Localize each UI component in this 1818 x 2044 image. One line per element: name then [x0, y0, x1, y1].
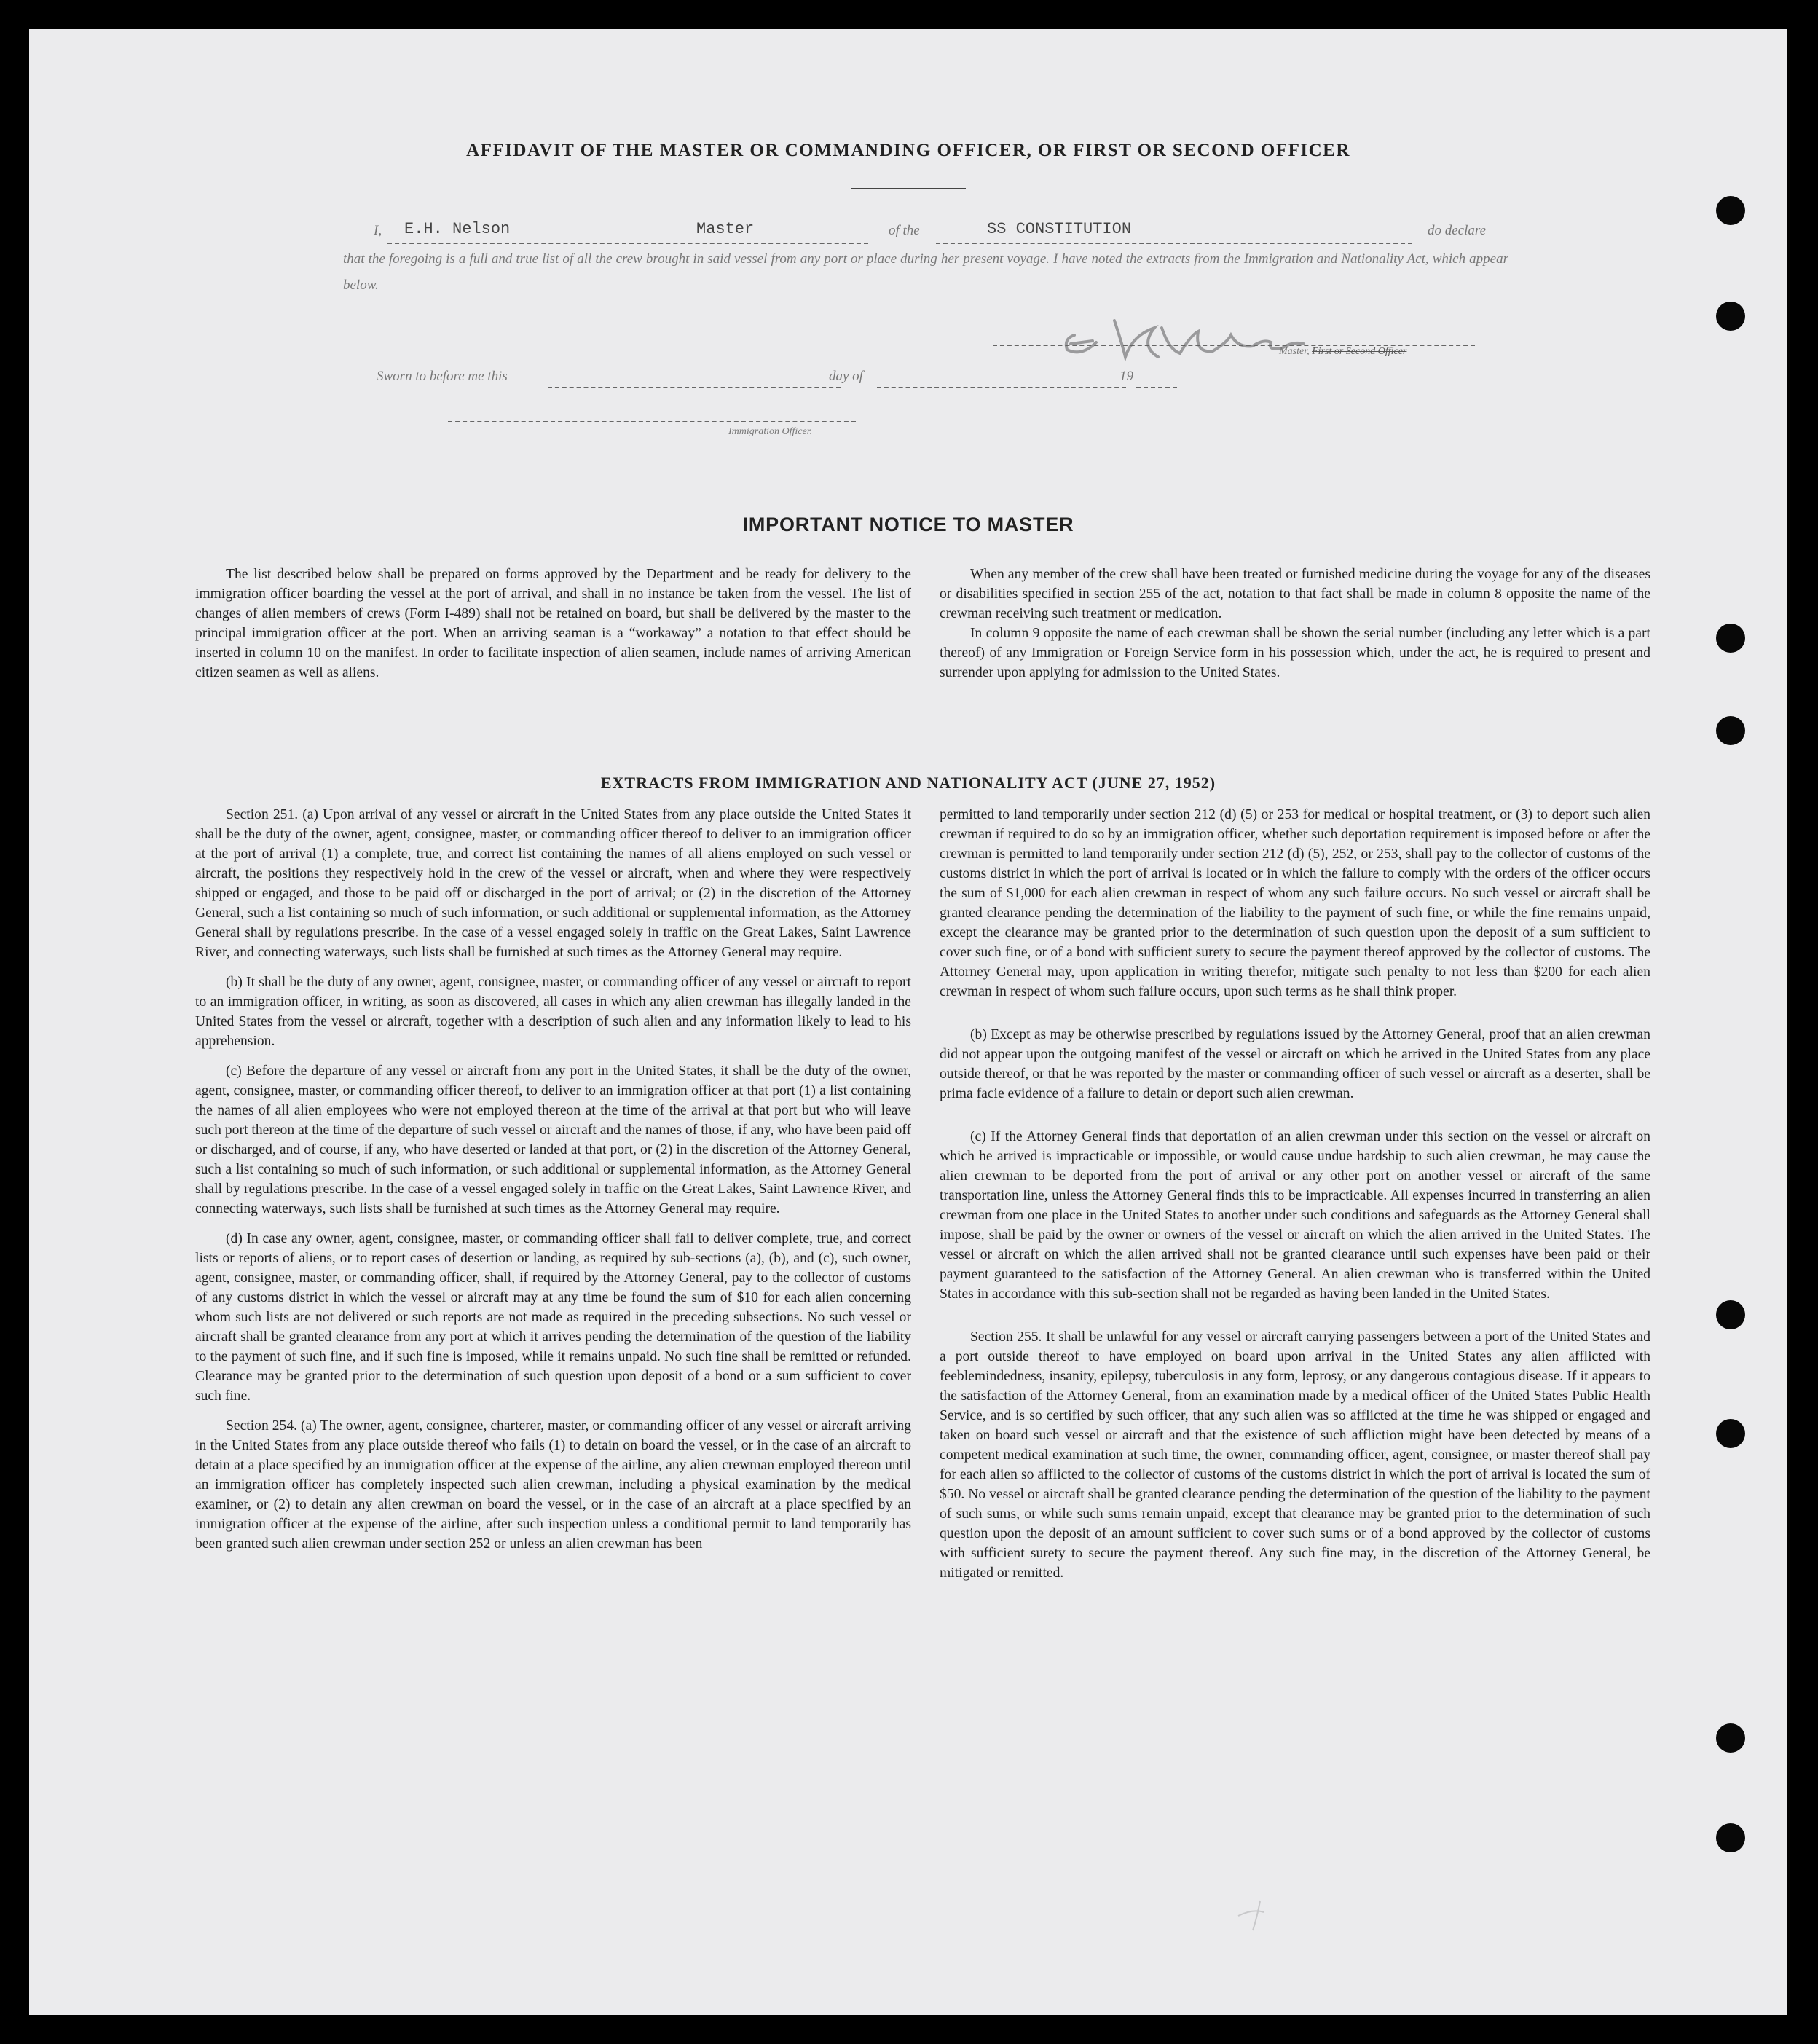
officer-signature-blank: [448, 421, 856, 422]
title-rule: [851, 188, 966, 189]
punch-hole: [1716, 1823, 1745, 1852]
section-254-b: (b) Except as may be otherwise prescribed by regulations issued by the Attorney General, proof that an alien crewman did not appear upon the outgoing manifest of the vessel or aircraft on which he arrived in the United States from any place outside thereof, or that he was reported by the master or commanding officer of such vessel or aircraft as a deserter, shall be prima facie evidence of a failure to detain or deport such alien crewman.: [940, 1027, 1650, 1101]
extracts-heading: EXTRACTS FROM IMMIGRATION AND NATIONALITY ACT (JUNE 27, 1952): [600, 774, 1216, 792]
pencil-mark: [1231, 1894, 1289, 1938]
notice-right-column: [940, 565, 1650, 693]
section-254-a: Section 254. (a) The owner, agent, consignee, charterer, master, or commanding officer of any vessel or aircraft arriving in the United States from any place outside thereof who fails (1) to detain on board the vessel, or in the case of an aircraft to detain at a place specified by an immigration officer at the expense of the airline, any alien crewman employed thereon until an immigration officer has completely inspected such alien crewman, including a physical examination by the medical examiner, or (2) to detain any alien crewman on board the vessel, or in the case of an aircraft at a place specified by an immigration officer at the expense of the airline, after such inspection unless a conditional permit to land temporarily has been granted such alien crewman under section 252 or unless an alien crewman has been: [195, 1418, 911, 1552]
rank: Master: [696, 220, 755, 238]
section-251-b: (b) It shall be the duty of any owner, agent, consignee, master, or commanding officer of any vessel or aircraft to report to an immigration officer, in writing, as soon as discovered, all cases in which any alien crewman has illegally landed in the United States from the vessel or aircraft, together with a description of such alien and any information likely to lead to his apprehension.: [195, 975, 911, 1049]
section-251-d: (d) In case any owner, agent, consignee, master, or commanding officer shall fail to deliver complete, true, and correct lists or reports of aliens, or to report cases of desertion or landing, as required by sub-sections (a), (b), and (c), such owner, agent, consignee, master, or commanding officer, shall, if required by the Attorney General, pay to the collector of customs of any customs district in which the vessel or aircraft may at any time be found the sum of $10 for each alien concerning whom such lists are not delivered or such reports are not made as required in the preceding subsections. No such vessel or aircraft shall be granted clearance from any port at which it arrives pending the determination of the question of the liability to the payment of such fine, and if such fine is imposed, while it remains unpaid. No such fine shall be remitted or refunded. Clearance may be granted prior to the determination of such question upon deposit of a bond or a sum sufficient to cover such fine.: [195, 1231, 911, 1404]
sworn-day-blank: [548, 387, 841, 388]
sworn-year-blank: [1136, 387, 1177, 388]
caption-master: Master,: [1279, 346, 1310, 357]
punch-hole: [1716, 196, 1745, 225]
caption-struck: First or Second Officer: [1312, 346, 1407, 357]
officer-caption: Immigration Officer.: [728, 426, 813, 437]
extracts-right-column: [940, 805, 1650, 1593]
of-the: of the: [889, 223, 920, 238]
extracts-left-column: [195, 805, 911, 1564]
punch-hole: [1716, 1723, 1745, 1753]
declaration-body: that the foregoing is a full and true list of all the crew brought in said vessel from any port or place during her present voyage. I have noted the extracts from the Immigration and Nationality Act, which appear below.: [343, 251, 1508, 293]
form-sheet: [29, 29, 1787, 2015]
notice-heading: IMPORTANT NOTICE TO MASTER: [742, 514, 1074, 535]
master-name: E.H. Nelson: [404, 220, 511, 238]
notice-right-text-2: In column 9 opposite the name of each crewman shall be shown the serial number (including any letter which is a part thereof) of any Immigration or Foreign Service form in his possession which, under the act, he is required to present and surrender upon applying for admission to the United States.: [940, 626, 1650, 680]
vessel-blank: [936, 243, 1412, 244]
notice-left-text: The list described below shall be prepared on forms approved by the Department and be ready for delivery to the immigration officer boarding the vessel at the port of arrival, and shall in no instance be taken from the vessel. The list of changes of alien members of crews (Form I-489) shall not be retained on board, but shall be delivered by the master to the principal immigration officer at the port. When an arriving seaman is a “workaway” a notation to that effect should be inserted in column 10 on the manifest. In order to facilitate inspection of alien seamen, include names of arriving American citizen seamen as well as aliens.: [195, 567, 911, 680]
notice-left-column: [195, 565, 911, 693]
name-blank: [387, 243, 868, 244]
section-254-a-cont: permitted to land temporarily under section 212 (d) (5) or 253 for medical or hospital treatment, or (3) to deport such alien crewman if required to do so by an immigration officer, whether such deportation requirement is imposed before or after the crewman is permitted to land temporarily under section 212 (d) (5), 252, or 253, shall pay to the collector of customs of the customs district in which the port of arrival is located or in which the failure to comply with the orders of the officer occurs the sum of $1,000 for each alien crewman in respect of whom any such failure occurs. No such vessel or aircraft shall be granted clearance pending the determination of the liability to the payment of such fine, or while the fine remains unpaid, except the clearance may be granted prior to the determination of such question upon the deposit of a sum sufficient to cover such fine, or of a bond with sufficient surety to secure the payment thereof approved by the collector of customs. The Attorney General may, upon application in writing therefor, mitigate such penalty to not less than $200 for each alien crewman in respect of whom such failure occurs, upon such terms as he shall think proper.: [940, 807, 1650, 999]
section-251-c: (c) Before the departure of any vessel or aircraft from any port in the United States, it shall be the duty of the owner, agent, consignee, master, or commanding officer thereof, to deliver to an immigration officer at that port (1) a list containing the names of all alien employees who were not employed thereon at the time of the arrival at that port but who will leave such port thereon at the time of the departure of such vessel or aircraft and the names of those, if any, who have been paid off or discharged, and of course, if any, who have deserted or landed at that port, or (2) in the discretion of the Attorney General, such a list containing so much of such information, or such additional or supplemental information, as the Attorney General shall by regulations prescribe. In the case of a vessel engaged solely in traffic on the Great Lakes, Saint Lawrence River, and connecting waterways, such lists shall be furnished at such times as the Attorney General may require.: [195, 1064, 911, 1216]
punch-hole: [1716, 302, 1745, 331]
signature-caption: [1279, 346, 1406, 358]
punch-hole: [1716, 624, 1745, 653]
punch-hole: [1716, 1419, 1745, 1448]
section-255: Section 255. It shall be unlawful for any vessel or aircraft carrying passengers between a port of the United States and a port outside thereof to have employed on board upon arrival in the United States any alien afflicted with feeblemindedness, insanity, epilepsy, tuberculosis in any form, leprosy, or any dangerous contagious disease. If it appears to the satisfaction of the Attorney General, from an examination made by a medical officer of the United States Public Health Service, and is so certified by such officer, that any such alien was so afflicted at the time he was shipped or engaged and taken on board such vessel or aircraft and that the existence of such affliction might have been detected by means of a competent medical examination at such time, the owner, commanding officer, agent, consignee, or master thereof shall pay for each alien so afflicted to the collector of customs of the customs district in which the port of arrival is located the sum of $50. No vessel or aircraft shall be granted clearance pending the determination of the question of the liability to the payment of such sums, or while such sums remain unpaid, except that clearance may be granted prior to the determination of such question upon the deposit of an amount sufficient to cover such sums or of a bond approved by the collector of customs with sufficient surety to secure the payment thereof. Any such fine may, in the discretion of the Attorney General, be mitigated or remitted.: [940, 1329, 1650, 1581]
pre-name: I,: [374, 223, 382, 238]
punch-hole: [1716, 1300, 1745, 1329]
sworn-year: 19: [1119, 369, 1133, 384]
day-of: day of: [829, 369, 863, 384]
section-254-c: (c) If the Attorney General finds that deportation of an alien crewman under this section on the vessel or aircraft on which he arrived is impracticable or impossible, or would cause undue hardship to such alien crewman, he may cause the alien crewman to be deported from the port of arrival or any other port on another vessel or aircraft of the same transportation line, unless the Attorney General finds this to be impracticable. All expenses incurred in transferring an alien crewman from one place in the United States to another under such conditions and safeguards as the Attorney General shall impose, shall be paid by the owner or owners of the vessel or aircraft on which the alien arrived in the United States. The vessel or aircraft on which the alien arrived shall not be granted clearance until such expenses have been paid or their payment guaranteed to the satisfaction of the Attorney General. An alien crewman who is transferred within the United States in accordance with this sub-section shall not be regarded as having been landed in the United States.: [940, 1129, 1650, 1302]
sworn-before: Sworn to before me this: [377, 369, 508, 384]
notice-right-text-1: When any member of the crew shall have been treated or furnished medicine during the voyage for any of the diseases or disabilities specified in section 255 of the act, notation to that fact shall be made in column 8 opposite the name of the crewman receiving such treatment or medication.: [940, 567, 1650, 621]
master-signature: [1052, 306, 1358, 372]
vessel-name: SS CONSTITUTION: [987, 220, 1132, 238]
punch-hole: [1716, 716, 1745, 745]
sworn-month-blank: [877, 387, 1126, 388]
affidavit-title: AFFIDAVIT OF THE MASTER OR COMMANDING OFFICER, OR FIRST OR SECOND OFFICER: [466, 141, 1350, 160]
section-251-a: Section 251. (a) Upon arrival of any vessel or aircraft in the United States from any place outside the United States it shall be the duty of the owner, agent, consignee, master, or commanding officer thereof to deliver to an immigration officer at the port of arrival (1) a complete, true, and correct list containing the names of all aliens employed on such vessel or aircraft, the positions they respectively hold in the crew of the vessel or aircraft, when and where they were respectively shipped or engaged, and those to be paid off or discharged in the port of arrival; or (2) in the discretion of the Attorney General, such a list containing so much of such information, or such additional or supplemental information, as the Attorney General shall by regulations prescribe. In the case of a vessel engaged solely in traffic on the Great Lakes, Saint Lawrence River, and connecting waterways, such lists shall be furnished at such times as the Attorney General may require.: [195, 807, 911, 960]
do-declare: do declare: [1428, 223, 1487, 238]
